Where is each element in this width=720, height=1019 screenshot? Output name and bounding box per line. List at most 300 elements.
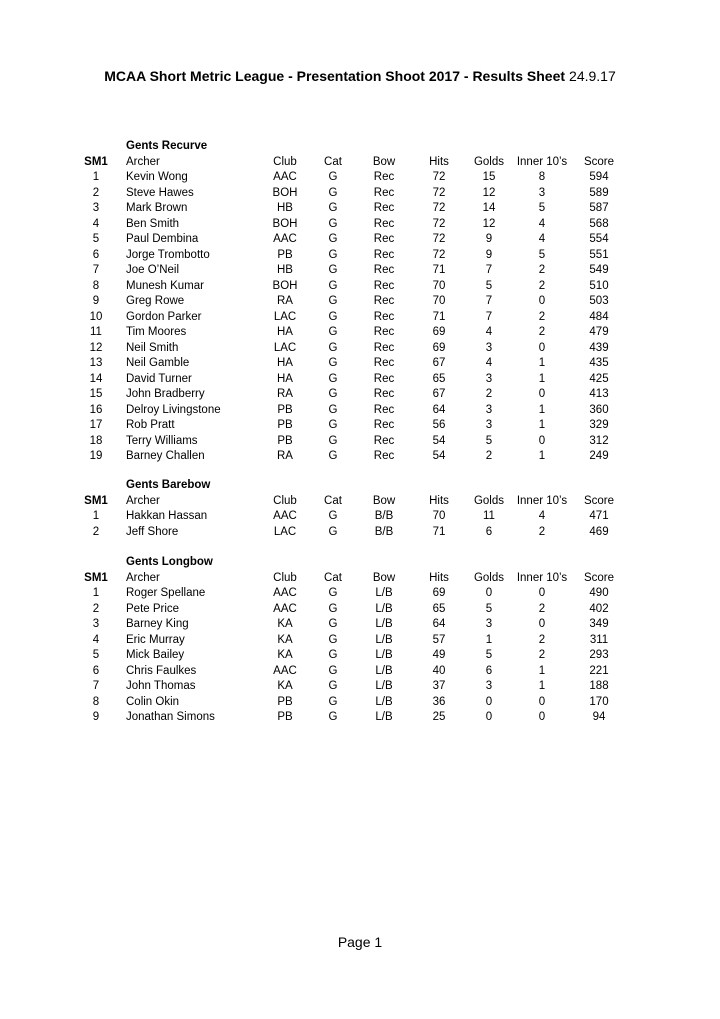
- cell-golds: 6: [485, 525, 493, 538]
- cell-category: G: [328, 279, 338, 292]
- cell-category: G: [328, 186, 338, 199]
- cell-inner-tens: 0: [538, 711, 546, 723]
- cell-club: AAC: [273, 587, 297, 599]
- header-score: Score: [583, 155, 615, 168]
- header-bow: Bow: [372, 571, 396, 584]
- cell-club: HB: [277, 264, 293, 276]
- cell-inner-tens: 0: [538, 434, 546, 447]
- cell-score: 549: [589, 264, 609, 276]
- results-rows: [0, 586, 720, 726]
- cell-score: 484: [589, 310, 609, 323]
- cell-hits: 72: [432, 233, 446, 245]
- cell-inner-tens: 5: [538, 202, 546, 214]
- header-archer: Archer: [126, 571, 160, 584]
- cell-rank: 7: [92, 680, 100, 692]
- cell-score: 360: [589, 403, 609, 416]
- cell-rank: 3: [92, 618, 100, 630]
- cell-hits: 72: [432, 171, 446, 183]
- cell-club: RA: [277, 295, 293, 307]
- cell-inner-tens: 2: [538, 264, 546, 276]
- cell-archer-name: John Thomas: [126, 680, 196, 692]
- section-title-row: [0, 139, 720, 155]
- sheet-title: MCAA Short Metric League - Presentation Shoot 2017 - Results Sheet: [104, 68, 566, 84]
- table-row: [0, 294, 720, 310]
- cell-club: PB: [277, 419, 293, 431]
- cell-bow-type: Rec: [373, 357, 395, 369]
- cell-bow-type: Rec: [373, 388, 395, 400]
- cell-category: G: [328, 649, 338, 661]
- cell-rank: 12: [89, 341, 103, 354]
- cell-bow-type: Rec: [373, 264, 395, 276]
- cell-score: 329: [589, 419, 609, 431]
- table-row: [0, 310, 720, 326]
- cell-category: G: [328, 525, 338, 538]
- cell-hits: 57: [432, 633, 446, 646]
- cell-inner-tens: 0: [538, 618, 546, 630]
- table-row: [0, 509, 720, 525]
- cell-archer-name: Steve Hawes: [126, 186, 194, 199]
- cell-club: PB: [277, 403, 293, 416]
- cell-hits: 70: [432, 295, 446, 307]
- table-row: [0, 679, 720, 695]
- cell-category: G: [328, 680, 338, 692]
- cell-category: G: [328, 587, 338, 599]
- cell-hits: 72: [432, 202, 446, 214]
- cell-archer-name: Tim Moores: [126, 326, 187, 338]
- header-archer: Archer: [126, 155, 160, 168]
- cell-golds: 4: [485, 326, 493, 338]
- cell-golds: 7: [485, 264, 493, 276]
- cell-club: HB: [277, 202, 293, 214]
- cell-rank: 1: [92, 171, 100, 183]
- cell-category: G: [328, 510, 338, 522]
- cell-bow-type: Rec: [373, 341, 395, 354]
- cell-hits: 56: [432, 419, 446, 431]
- table-row: [0, 263, 720, 279]
- cell-rank: 17: [89, 419, 103, 431]
- table-row: [0, 418, 720, 434]
- cell-inner-tens: 2: [538, 310, 546, 323]
- cell-score: 503: [589, 295, 609, 307]
- cell-rank: 19: [89, 450, 103, 462]
- cell-hits: 72: [432, 217, 446, 230]
- header-row: [0, 494, 720, 510]
- cell-archer-name: John Bradberry: [126, 388, 205, 400]
- cell-score: 589: [589, 186, 609, 199]
- cell-archer-name: Gordon Parker: [126, 310, 202, 323]
- cell-rank: 6: [92, 248, 100, 261]
- cell-club: AAC: [273, 602, 297, 615]
- cell-hits: 64: [432, 403, 446, 416]
- header-club: Club: [273, 155, 297, 168]
- cell-inner-tens: 3: [538, 186, 546, 199]
- cell-rank: 8: [92, 279, 100, 292]
- cell-score: 439: [589, 341, 609, 354]
- cell-rank: 1: [92, 587, 100, 599]
- page-title: [0, 68, 720, 84]
- cell-club: LAC: [273, 341, 297, 354]
- cell-rank: 4: [92, 633, 100, 646]
- cell-rank: 13: [89, 357, 103, 369]
- section-gents-longbow: [0, 555, 720, 726]
- cell-category: G: [328, 434, 338, 447]
- table-row: [0, 186, 720, 202]
- cell-inner-tens: 1: [538, 680, 546, 692]
- cell-inner-tens: 0: [538, 695, 546, 708]
- cell-rank: 11: [90, 326, 102, 338]
- cell-rank: 15: [89, 388, 103, 400]
- cell-club: BOH: [272, 279, 298, 292]
- header-hits: Hits: [429, 155, 449, 168]
- cell-club: PB: [277, 248, 293, 261]
- cell-club: HA: [277, 372, 293, 385]
- cell-archer-name: Barney King: [126, 618, 189, 630]
- cell-golds: 11: [483, 510, 495, 522]
- cell-inner-tens: 1: [538, 419, 546, 431]
- cell-club: AAC: [273, 510, 297, 522]
- header-hits: Hits: [429, 494, 449, 507]
- cell-inner-tens: 2: [538, 525, 546, 538]
- cell-archer-name: Mark Brown: [126, 202, 188, 214]
- cell-club: KA: [277, 649, 293, 661]
- cell-golds: 3: [485, 403, 493, 416]
- cell-bow-type: Rec: [373, 295, 395, 307]
- cell-hits: 64: [432, 618, 446, 630]
- cell-club: RA: [277, 388, 293, 400]
- cell-inner-tens: 1: [538, 403, 546, 416]
- cell-inner-tens: 5: [538, 248, 546, 261]
- cell-bow-type: Rec: [373, 372, 395, 385]
- cell-hits: 71: [432, 264, 446, 276]
- page-number: Page 1: [337, 934, 383, 950]
- cell-score: 554: [589, 233, 609, 245]
- cell-club: LAC: [273, 525, 297, 538]
- cell-category: G: [328, 202, 338, 214]
- cell-rank: 2: [92, 602, 100, 615]
- cell-score: 568: [589, 217, 609, 230]
- cell-hits: 40: [432, 664, 446, 677]
- cell-club: KA: [277, 633, 293, 646]
- cell-rank: 5: [92, 233, 100, 245]
- cell-category: G: [328, 326, 338, 338]
- header-row: [0, 155, 720, 171]
- header-club: Club: [273, 494, 297, 507]
- cell-archer-name: Ben Smith: [126, 217, 180, 230]
- cell-archer-name: Joe O’Neil: [126, 264, 180, 276]
- table-row: [0, 664, 720, 680]
- cell-club: BOH: [272, 186, 298, 199]
- section-title-row: [0, 555, 720, 571]
- cell-score: 311: [589, 633, 609, 646]
- cell-rank: 2: [92, 525, 100, 538]
- cell-score: 94: [592, 711, 606, 723]
- sheet-date: 24.9.17: [569, 68, 616, 84]
- cell-golds: 3: [485, 341, 493, 354]
- section-title: Gents Recurve: [126, 140, 208, 152]
- header-cat: Cat: [324, 494, 342, 507]
- cell-archer-name: Barney Challen: [126, 450, 205, 462]
- table-row: [0, 341, 720, 357]
- cell-rank: 7: [92, 264, 100, 276]
- cell-golds: 6: [485, 664, 493, 677]
- table-row: [0, 633, 720, 649]
- table-row: [0, 695, 720, 711]
- cell-inner-tens: 4: [538, 217, 546, 230]
- header-golds: Golds: [473, 494, 505, 507]
- cell-bow-type: Rec: [373, 217, 395, 230]
- cell-archer-name: Paul Dembina: [126, 233, 199, 245]
- cell-archer-name: Greg Rowe: [126, 295, 185, 307]
- table-row: [0, 586, 720, 602]
- table-row: [0, 387, 720, 403]
- cell-score: 479: [589, 326, 609, 338]
- table-row: [0, 201, 720, 217]
- cell-rank: 16: [89, 403, 103, 416]
- cell-score: 249: [589, 450, 609, 462]
- results-rows: [0, 509, 720, 540]
- cell-inner-tens: 4: [538, 233, 546, 245]
- results-rows: [0, 170, 720, 465]
- cell-inner-tens: 4: [538, 510, 546, 522]
- cell-rank: 10: [89, 310, 103, 323]
- table-row: [0, 710, 720, 726]
- cell-bow-type: Rec: [373, 186, 395, 199]
- section-title: Gents Longbow: [126, 556, 213, 568]
- cell-club: LAC: [273, 310, 297, 323]
- cell-rank: 9: [92, 711, 100, 723]
- cell-inner-tens: 0: [538, 295, 546, 307]
- section-gents-recurve: [0, 139, 720, 465]
- cell-bow-type: L/B: [375, 649, 393, 661]
- cell-score: 349: [589, 618, 609, 630]
- cell-score: 490: [589, 587, 609, 599]
- cell-hits: 70: [432, 279, 446, 292]
- cell-archer-name: Chris Faulkes: [126, 664, 197, 677]
- cell-golds: 14: [482, 202, 496, 214]
- cell-category: G: [328, 602, 338, 615]
- cell-bow-type: L/B: [375, 587, 393, 599]
- cell-inner-tens: 0: [538, 341, 546, 354]
- cell-golds: 7: [485, 295, 493, 307]
- cell-golds: 15: [482, 171, 496, 183]
- table-row: [0, 248, 720, 264]
- table-row: [0, 356, 720, 372]
- cell-hits: 69: [432, 587, 446, 599]
- cell-inner-tens: 2: [538, 326, 546, 338]
- cell-golds: 4: [485, 357, 493, 369]
- cell-category: G: [328, 618, 338, 630]
- cell-score: 312: [589, 434, 609, 447]
- cell-score: 510: [589, 279, 609, 292]
- cell-score: 551: [589, 248, 609, 261]
- cell-club: BOH: [272, 217, 298, 230]
- cell-bow-type: Rec: [373, 202, 395, 214]
- cell-golds: 9: [485, 248, 493, 261]
- header-golds: Golds: [473, 571, 505, 584]
- cell-bow-type: L/B: [375, 664, 393, 677]
- cell-score: 471: [589, 510, 609, 522]
- cell-hits: 67: [432, 388, 446, 400]
- cell-archer-name: Jonathan Simons: [126, 711, 215, 723]
- cell-category: G: [328, 711, 338, 723]
- cell-bow-type: Rec: [373, 450, 395, 462]
- cell-category: G: [328, 248, 338, 261]
- cell-archer-name: Eric Murray: [126, 633, 185, 646]
- cell-golds: 12: [482, 217, 496, 230]
- cell-golds: 2: [485, 450, 493, 462]
- cell-category: G: [328, 310, 338, 323]
- cell-rank: 4: [92, 217, 100, 230]
- cell-bow-type: L/B: [375, 695, 393, 708]
- header-inner-tens: Inner 10’s: [516, 155, 568, 168]
- cell-archer-name: Jeff Shore: [126, 525, 179, 538]
- cell-hits: 65: [432, 602, 446, 615]
- cell-bow-type: Rec: [373, 171, 395, 183]
- cell-hits: 54: [432, 450, 446, 462]
- cell-score: 594: [589, 171, 609, 183]
- cell-category: G: [328, 403, 338, 416]
- header-score: Score: [583, 571, 615, 584]
- cell-hits: 69: [432, 326, 446, 338]
- cell-score: 170: [589, 695, 609, 708]
- cell-inner-tens: 1: [538, 664, 546, 677]
- cell-inner-tens: 8: [538, 171, 546, 183]
- cell-category: G: [328, 372, 338, 385]
- cell-bow-type: Rec: [373, 419, 395, 431]
- cell-rank: 2: [92, 186, 100, 199]
- cell-category: G: [328, 341, 338, 354]
- cell-golds: 12: [482, 186, 496, 199]
- cell-category: G: [328, 217, 338, 230]
- cell-club: KA: [277, 680, 293, 692]
- cell-golds: 0: [485, 695, 493, 708]
- cell-archer-name: Terry Williams: [126, 434, 198, 447]
- cell-category: G: [328, 450, 338, 462]
- cell-archer-name: Colin Okin: [126, 695, 180, 708]
- cell-hits: 72: [432, 248, 446, 261]
- table-row: [0, 449, 720, 465]
- cell-score: 293: [589, 649, 609, 661]
- cell-hits: 36: [432, 695, 446, 708]
- cell-rank: 9: [92, 295, 100, 307]
- cell-golds: 5: [485, 279, 493, 292]
- cell-golds: 9: [485, 233, 493, 245]
- cell-hits: 67: [432, 357, 446, 369]
- cell-inner-tens: 1: [538, 357, 546, 369]
- cell-score: 188: [589, 680, 609, 692]
- header-pos: SM1: [84, 494, 108, 507]
- cell-hits: 70: [432, 510, 446, 522]
- cell-club: PB: [277, 434, 293, 447]
- cell-inner-tens: 2: [538, 633, 546, 646]
- cell-bow-type: B/B: [374, 525, 394, 538]
- cell-golds: 3: [485, 618, 493, 630]
- header-pos: SM1: [84, 571, 108, 584]
- cell-club: AAC: [273, 233, 297, 245]
- cell-archer-name: Mick Bailey: [126, 649, 185, 661]
- cell-golds: 1: [485, 633, 493, 646]
- cell-golds: 3: [485, 419, 493, 431]
- header-cat: Cat: [324, 571, 342, 584]
- cell-score: 469: [589, 525, 609, 538]
- cell-hits: 65: [432, 372, 446, 385]
- table-row: [0, 170, 720, 186]
- cell-hits: 71: [432, 310, 446, 323]
- cell-rank: 14: [89, 372, 103, 385]
- cell-category: G: [328, 357, 338, 369]
- cell-rank: 18: [89, 434, 103, 447]
- cell-club: RA: [277, 450, 293, 462]
- header-hits: Hits: [429, 571, 449, 584]
- header-club: Club: [273, 571, 297, 584]
- cell-bow-type: Rec: [373, 279, 395, 292]
- cell-score: 221: [589, 664, 609, 677]
- cell-rank: 3: [92, 202, 100, 214]
- cell-category: G: [328, 664, 338, 677]
- cell-rank: 1: [92, 510, 100, 522]
- cell-club: HA: [277, 357, 293, 369]
- cell-category: G: [328, 264, 338, 276]
- cell-club: KA: [277, 618, 293, 630]
- table-row: [0, 279, 720, 295]
- cell-archer-name: Kevin Wong: [126, 171, 188, 183]
- cell-hits: 37: [432, 680, 446, 692]
- header-inner-tens: Inner 10’s: [516, 571, 568, 584]
- cell-archer-name: Delroy Livingstone: [126, 403, 221, 416]
- section-title: Gents Barebow: [126, 479, 211, 491]
- cell-archer-name: Jorge Trombotto: [126, 248, 210, 261]
- cell-archer-name: Neil Smith: [126, 341, 179, 354]
- cell-inner-tens: 0: [538, 587, 546, 599]
- cell-bow-type: L/B: [375, 711, 393, 723]
- cell-golds: 5: [485, 602, 493, 615]
- cell-bow-type: Rec: [373, 310, 395, 323]
- cell-hits: 71: [432, 525, 446, 538]
- cell-hits: 54: [432, 434, 446, 447]
- cell-category: G: [328, 295, 338, 307]
- cell-club: PB: [277, 695, 293, 708]
- cell-bow-type: L/B: [375, 680, 393, 692]
- cell-rank: 6: [92, 664, 100, 677]
- cell-inner-tens: 0: [538, 388, 546, 400]
- cell-score: 413: [589, 388, 609, 400]
- cell-category: G: [328, 419, 338, 431]
- header-pos: SM1: [84, 155, 108, 168]
- cell-club: HA: [277, 326, 293, 338]
- cell-category: G: [328, 233, 338, 245]
- cell-bow-type: Rec: [373, 233, 395, 245]
- section-gents-barebow: [0, 478, 720, 540]
- cell-category: G: [328, 695, 338, 708]
- cell-hits: 25: [432, 711, 446, 723]
- table-row: [0, 617, 720, 633]
- cell-archer-name: Neil Gamble: [126, 357, 190, 369]
- cell-rank: 5: [92, 649, 100, 661]
- cell-inner-tens: 2: [538, 279, 546, 292]
- cell-bow-type: Rec: [373, 248, 395, 261]
- table-row: [0, 232, 720, 248]
- cell-hits: 49: [432, 649, 446, 661]
- header-bow: Bow: [372, 155, 396, 168]
- cell-bow-type: B/B: [374, 510, 394, 522]
- cell-club: AAC: [273, 171, 297, 183]
- cell-club: PB: [277, 711, 293, 723]
- cell-bow-type: Rec: [373, 434, 395, 447]
- cell-inner-tens: 2: [538, 602, 546, 615]
- header-golds: Golds: [473, 155, 505, 168]
- cell-category: G: [328, 388, 338, 400]
- cell-bow-type: L/B: [375, 618, 393, 630]
